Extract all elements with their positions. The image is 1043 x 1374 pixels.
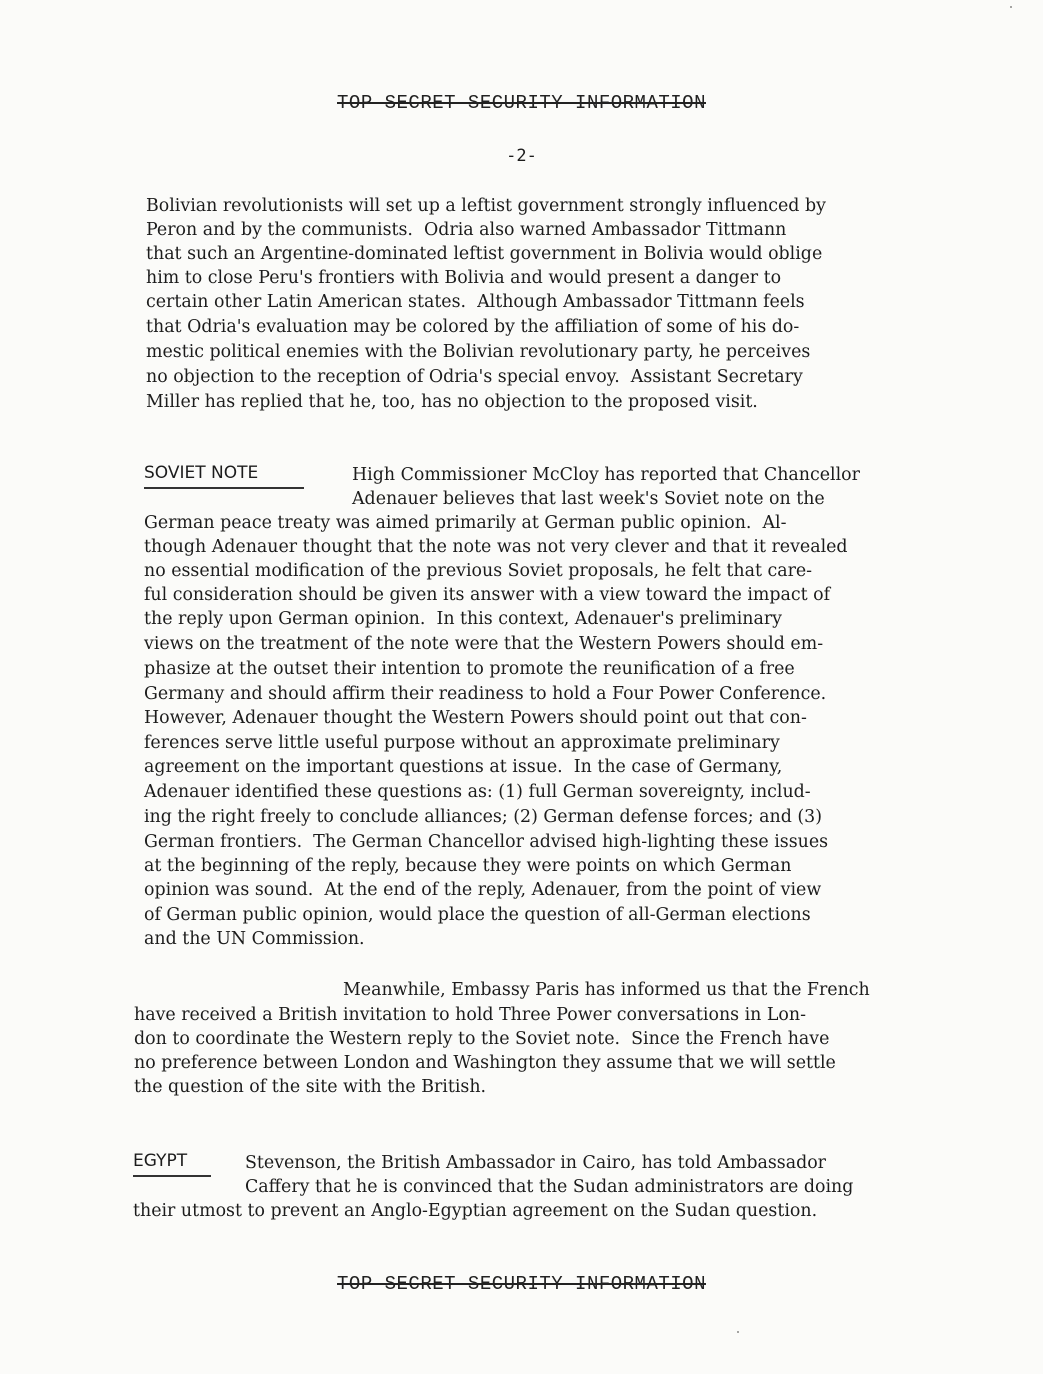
text-line: German peace treaty was aimed primarily at German public opinion. Al- <box>144 513 787 533</box>
text-line: High Commissioner McCloy has reported that Chancellor <box>352 465 860 485</box>
text-line: the reply upon German opinion. In this context, Adenauer's preliminary <box>144 609 783 629</box>
text-line: Germany and should affirm their readiness to hold a Four Power Conference. <box>144 684 827 704</box>
text-line: that such an Argentine-dominated leftist government in Bolivia would oblige <box>146 244 823 264</box>
text-line: ful consideration should be given its answer with a view toward the impact of <box>144 585 831 605</box>
paper-speck <box>737 1331 739 1333</box>
text-line: don to coordinate the Western reply to the Soviet note. Since the French have <box>134 1029 830 1049</box>
text-line: views on the treatment of the note were that the Western Powers should em- <box>144 634 824 654</box>
text-line: him to close Peru's frontiers with Bolivia and would present a danger to <box>146 268 782 288</box>
text-line: the question of the site with the British. <box>134 1077 487 1097</box>
section-heading-soviet-note: SOVIET NOTE <box>144 463 259 483</box>
text-line: no preference between London and Washington they assume that we will settle <box>134 1053 836 1073</box>
text-line: German frontiers. The German Chancellor advised high-lighting these issues <box>144 832 829 852</box>
text-line: Bolivian revolutionists will set up a leftist government strongly influenced by <box>146 196 826 216</box>
heading-underline <box>133 1175 211 1177</box>
classification-header <box>0 92 1043 114</box>
text-line: Meanwhile, Embassy Paris has informed us that the French <box>343 980 870 1000</box>
text-line: mestic political enemies with the Bolivian revolutionary party, he perceives <box>146 342 811 362</box>
text-line: ing the right freely to conclude alliances; (2) German defense forces; and (3) <box>144 807 822 827</box>
section-heading-egypt: EGYPT <box>133 1151 188 1171</box>
text-line: phasize at the outset their intention to promote the reunification of a free <box>144 659 795 679</box>
text-line: of German public opinion, would place the question of all-German elections <box>144 905 811 925</box>
classification-header-text: TOP SECRET SECURITY INFORMATION <box>337 92 706 114</box>
page-number: -2- <box>506 146 537 166</box>
text-line: Miller has replied that he, too, has no objection to the proposed visit. <box>146 392 758 412</box>
classification-footer <box>0 1273 1043 1295</box>
text-line: agreement on the important questions at issue. In the case of Germany, <box>144 757 783 777</box>
text-line: ferences serve little useful purpose without an approximate preliminary <box>144 733 780 753</box>
text-line: and the UN Commission. <box>144 929 365 949</box>
text-line: though Adenauer thought that the note was not very clever and that it revealed <box>144 537 848 557</box>
heading-underline <box>144 487 304 489</box>
text-line: at the beginning of the reply, because they were points on which German <box>144 856 792 876</box>
text-line: Adenauer believes that last week's Soviet note on the <box>352 489 825 509</box>
text-line: Caffery that he is convinced that the Sudan administrators are doing <box>245 1177 854 1197</box>
text-line: certain other Latin American states. Although Ambassador Tittmann feels <box>146 292 805 312</box>
text-line: no objection to the reception of Odria's special envoy. Assistant Secretary <box>146 367 803 387</box>
text-line: However, Adenauer thought the Western Powers should point out that con- <box>144 708 807 728</box>
text-line: opinion was sound. At the end of the reply, Adenauer, from the point of view <box>144 880 822 900</box>
text-line: their utmost to prevent an Anglo-Egyptian agreement on the Sudan question. <box>133 1201 818 1221</box>
classification-footer-text: TOP SECRET SECURITY INFORMATION <box>337 1273 706 1295</box>
text-line: that Odria's evaluation may be colored by the affiliation of some of his do- <box>146 317 800 337</box>
text-line: Peron and by the communists. Odria also warned Ambassador Tittmann <box>146 220 787 240</box>
paper-speck <box>1010 6 1012 8</box>
text-line: no essential modification of the previous Soviet proposals, he felt that care- <box>144 561 813 581</box>
text-line: have received a British invitation to hold Three Power conversations in Lon- <box>134 1005 806 1025</box>
text-line: Adenauer identified these questions as: (1) full German sovereignty, includ- <box>144 782 811 802</box>
text-line: Stevenson, the British Ambassador in Cairo, has told Ambassador <box>245 1153 826 1173</box>
